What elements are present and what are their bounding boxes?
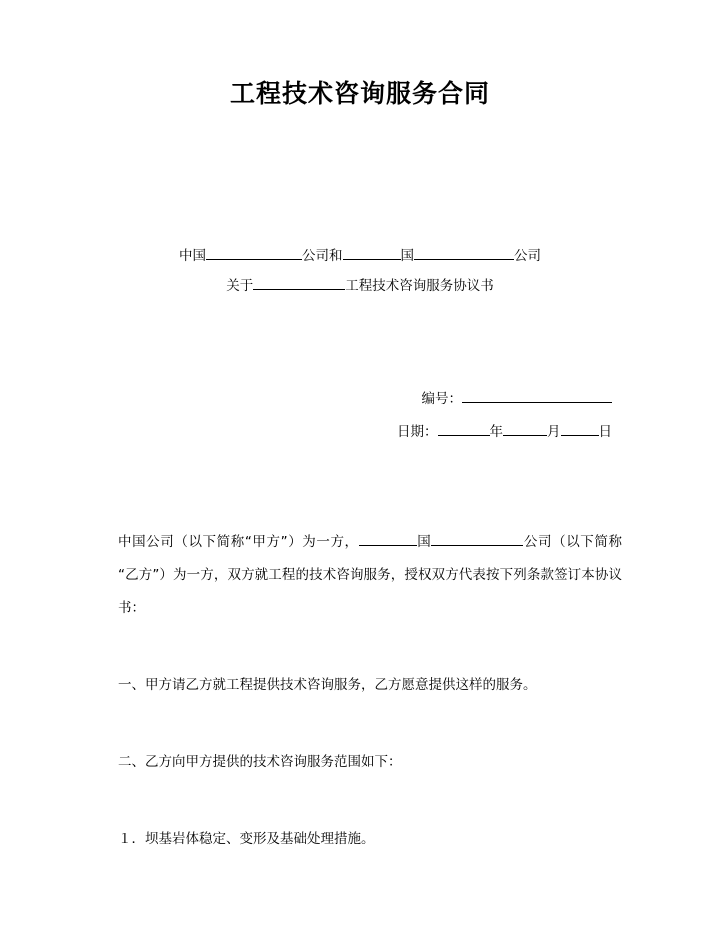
party-line-1 [0,242,720,272]
party-line-2-prefix: 关于 [226,277,254,294]
clause-2: 二、乙方向甲方提供的技术咨询服务范围如下： [118,754,402,771]
party-line-1-end: 公司 [514,248,541,264]
blank-company-a[interactable] [206,246,302,261]
clause-1: 一、甲方请乙方就工程提供技术咨询服务，乙方愿意提供这样的服务。 [118,677,537,694]
year-unit: 年 [489,423,503,440]
blank-country[interactable] [343,246,401,261]
party-line-2 [0,272,720,302]
preamble-part-4: 方”）为一方，双方就工程的技术咨询服务，授权双方代表按下列条款签订本协议书： [118,567,622,617]
preamble-paragraph [118,526,622,625]
blank-month[interactable] [503,421,547,436]
body-text [0,526,720,856]
day-unit: 日 [598,423,612,440]
preamble-part-2: 国 [416,534,432,551]
blank-day[interactable] [561,421,599,436]
blank-company-c[interactable] [431,532,523,547]
party-line-1-mid2: 国 [400,248,414,264]
blank-country-2[interactable] [359,532,417,547]
preamble-part-1: 中国公司（以下简称“甲方”）为一方， [118,534,359,551]
blank-number[interactable] [462,389,612,404]
item-1: １．坝基岩体稳定、变形及基础处理措施。 [118,831,375,848]
blank-project-name[interactable] [253,275,345,290]
date-line [0,416,612,448]
preamble-part-3: 公司（以下简称“乙 [118,534,622,584]
month-unit: 月 [547,423,561,440]
number-line [0,383,612,415]
page-title: 工程技术咨询服务合同 [229,79,490,108]
party-line-2-end: 工程技术咨询服务协议书 [345,277,494,294]
party-line-1-mid: 公司和 [302,248,343,264]
blank-year[interactable] [438,421,490,436]
party-line-1-prefix: 中国 [179,248,206,264]
blank-company-b[interactable] [414,246,514,261]
meta-block [0,383,720,448]
date-label: 日期： [397,423,438,440]
parties-block [0,242,720,301]
number-label: 编号： [421,391,462,408]
